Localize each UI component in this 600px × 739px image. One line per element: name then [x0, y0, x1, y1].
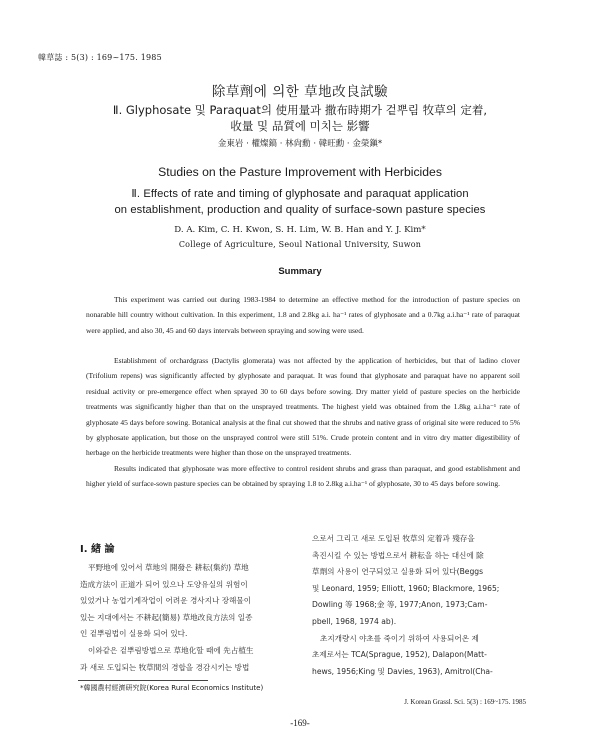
english-subtitle-line-2: on establishment, production and quality of surface-sown pasture species — [114, 204, 486, 216]
english-subtitle-line-1: Ⅱ. Effects of rate and timing of glyphosate and paraquat application — [131, 188, 469, 200]
korean-authors: 金東岩 · 權燦鎬 · 林尙勳 · 韓旺勳 · 金榮鎭* — [217, 139, 383, 149]
introduction-heading: Ⅰ. 緖 論 — [80, 544, 115, 555]
summary-paragraph-1 — [86, 292, 520, 338]
footnote: *韓國農村經濟硏究院(Korea Rural Economics Institute) — [80, 684, 264, 692]
left-col-line: 이와같은 겉뿌림방법으로 草地化할 때에 先占植生 — [88, 645, 254, 655]
journal-reference-bottom: J. Korean Grassl. Sci. 5(3) : 169~175. 1985 — [404, 698, 526, 706]
right-col-line: pbell, 1968, 1974 ab). — [312, 616, 397, 626]
english-title: Studies on the Pasture Improvement with Herbicides — [158, 165, 442, 179]
summary-paragraph-2-text: Establishment of orchardgrass (Dactylis glomerata) was not affected by the application of herbicides, but that of ladino clover (Trifolium repens) was significantly affected by glyphosate and paraquat. It was found that glyphosate and paraquat have no apparent soil residual activity or pre-emergence effect when sprayed 30 to 60 days before sowing. Dry matter yield of pasture species on the herbicide treatments was significantly higher than that on the unsprayed treatments. The highest yield was obtained from the 1.8kg a.i.ha⁻¹ rate of glyphosate 45 days before sowing. Botanical analysis at the final cut showed that the shrubs and native grass of original site were reduced to 5% by glyphosate application, but those on the unsprayed control were still 51%. Crude protein content and in vitro dry matter digestibility of herbage on the herbicide treatments were higher than those on the unsprayed treatments. — [86, 356, 520, 458]
left-col-line: 있었거나 농업기계작업이 어려운 경사지나 장해물이 — [80, 596, 252, 606]
english-authors: D. A. Kim, C. H. Kwon, S. H. Lim, W. B. Han and Y. J. Kim* — [174, 225, 426, 235]
summary-paragraph-3 — [86, 461, 520, 492]
korean-title: 除草劑에 의한 草地改良試驗 — [211, 84, 389, 100]
right-col-line: Dowling 等 1968;金 等, 1977;Anon, 1973;Cam- — [312, 600, 488, 610]
korean-subtitle-line-1: Ⅱ. Glyphosate 및 Paraquat의 使用量과 撒布時期가 겉뿌림 牧草의 定着, — [112, 103, 488, 117]
korean-subtitle-line-2: 收量 및 品質에 미치는 影響 — [230, 119, 370, 133]
right-col-line: 촉진시킬 수 있는 방법으로서 耕耘을 하는 대신에 除 — [312, 550, 484, 560]
left-col-line: 인 겉뿌림법이 실용화 되어 있다. — [80, 629, 188, 639]
summary-heading: Summary — [278, 266, 322, 277]
journal-reference-top: 韓草誌 : 5(3) : 169~175. 1985 — [38, 53, 162, 62]
left-col-line: 과 새로 도입되는 牧草間의 경합을 경감시키는 방법 — [80, 662, 250, 672]
right-col-line: 및 Leonard, 1959; Elliott, 1960; Blackmore, 1965; — [312, 583, 500, 593]
left-col-line: 造成方法이 正道가 되어 있으나 도양유실의 위험이 — [80, 579, 248, 589]
footnote-divider — [78, 680, 208, 681]
left-col-line: 있는 지대에서는 不耕起(簡易) 草地改良方法의 일종 — [80, 612, 253, 622]
right-col-line: 초제로서는 TCA(Sprague, 1952), Dalapon(Matt- — [312, 650, 487, 660]
left-col-line: 平野地에 있어서 草地의 開發은 耕耘(集約) 草地 — [88, 563, 249, 572]
right-col-line: 초지개량시 야초를 죽이기 위하여 사용되어온 제 — [320, 633, 479, 643]
summary-paragraph-3-text: Results indicated that glyphosate was more effective to control resident shrubs and grass than paraquat, and good establishment and higher yield of surface-sown pasture species can be obtained by spraying 1.8 to 2.8kg a.i.ha⁻¹ of glyphosate, 30 to 45 days before sowing. — [86, 464, 520, 489]
affiliation: College of Agriculture, Seoul National University, Suwon — [178, 240, 422, 249]
right-col-line: 으로서 그리고 새로 도입된 牧草의 定着과 殘存을 — [312, 534, 475, 543]
page-number: -169- — [290, 718, 310, 728]
right-column-body — [312, 531, 528, 680]
left-column-body — [80, 560, 295, 676]
right-col-line: 草劑의 사용이 연구되었고 실용화 되어 있다(Beggs — [312, 567, 484, 577]
right-col-line: hews, 1956;King 및 Davies, 1963), Amitrol(Cha- — [312, 666, 493, 676]
summary-paragraph-1-text: This experiment was carried out during 1983-1984 to determine an effective method for the introduction of pasture species on nonarable hill country without cultivation. In this experiment, 1.8 and 2.8kg a.i. ha⁻¹ rates of glyphosate and a 0.7kg a.i.ha⁻¹ rate of paraquat were applied, and also 30, 45 and 60 days intervals between spraying and sowing were used. — [86, 295, 520, 335]
summary-paragraph-2 — [86, 353, 520, 461]
